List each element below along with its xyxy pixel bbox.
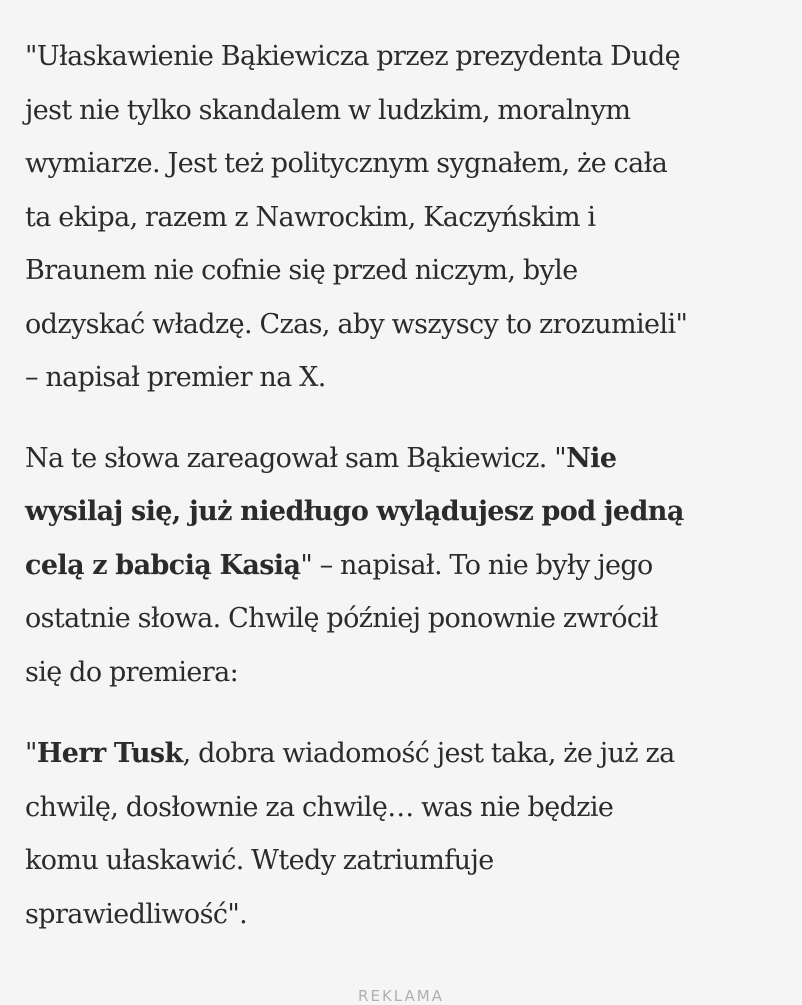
paragraph-spacer (25, 405, 795, 432)
text-line: wymiarze. Jest też politycznym sygnałem, że cała (25, 148, 668, 179)
text-line: się do premiera: (25, 656, 239, 688)
text-line (25, 432, 795, 486)
article-body (25, 30, 795, 941)
text-line: Braunem nie cofnie się przed niczym, byle (25, 255, 578, 286)
paragraph-tusk-quote (25, 30, 795, 405)
text-line: ta ekipa, razem z Nawrockim, Kaczyńskim i (25, 201, 596, 233)
paragraph-spacer (25, 699, 795, 727)
bold-quote: Nie (566, 442, 617, 474)
text-line: – napisał premier na X. (25, 362, 326, 393)
text-segment: " – napisał. To nie były jego (300, 549, 653, 581)
bold-quote: wysilaj się, już niedługo wylądujesz pod jedną (25, 496, 684, 527)
text-line: "Ułaskawienie Bąkiewicza przez prezydenta Dudę (25, 41, 681, 72)
text-line (25, 485, 795, 539)
bold-quote: Herr Tusk (36, 738, 183, 769)
text-line (25, 727, 795, 781)
text-line: komu ułaskawić. Wtedy zatriumfuje (25, 845, 494, 876)
text-segment: Na te słowa zareagował sam Bąkiewicz. " (25, 442, 567, 474)
text-line: chwilę, dosłownie za chwilę… was nie będzie (25, 791, 614, 823)
text-line: ostatnie słowa. Chwilę później ponownie zwrócił (25, 603, 658, 634)
ad-label: REKLAMA (358, 987, 444, 1005)
paragraph-herr-tusk-quote (25, 727, 795, 941)
paragraph-bakiewicz-reply (25, 432, 795, 700)
text-line (25, 539, 795, 593)
text-segment: " (25, 738, 37, 769)
text-segment: , dobra wiadomość jest taka, że już za (182, 738, 675, 769)
text-line: sprawiedliwość". (25, 898, 248, 930)
text-line: odzyskać władzę. Czas, aby wszyscy to zrozumieli" (25, 308, 688, 340)
bold-quote: celą z babcią Kasią (25, 549, 301, 581)
text-line: jest nie tylko skandalem w ludzkim, moralnym (25, 94, 631, 126)
